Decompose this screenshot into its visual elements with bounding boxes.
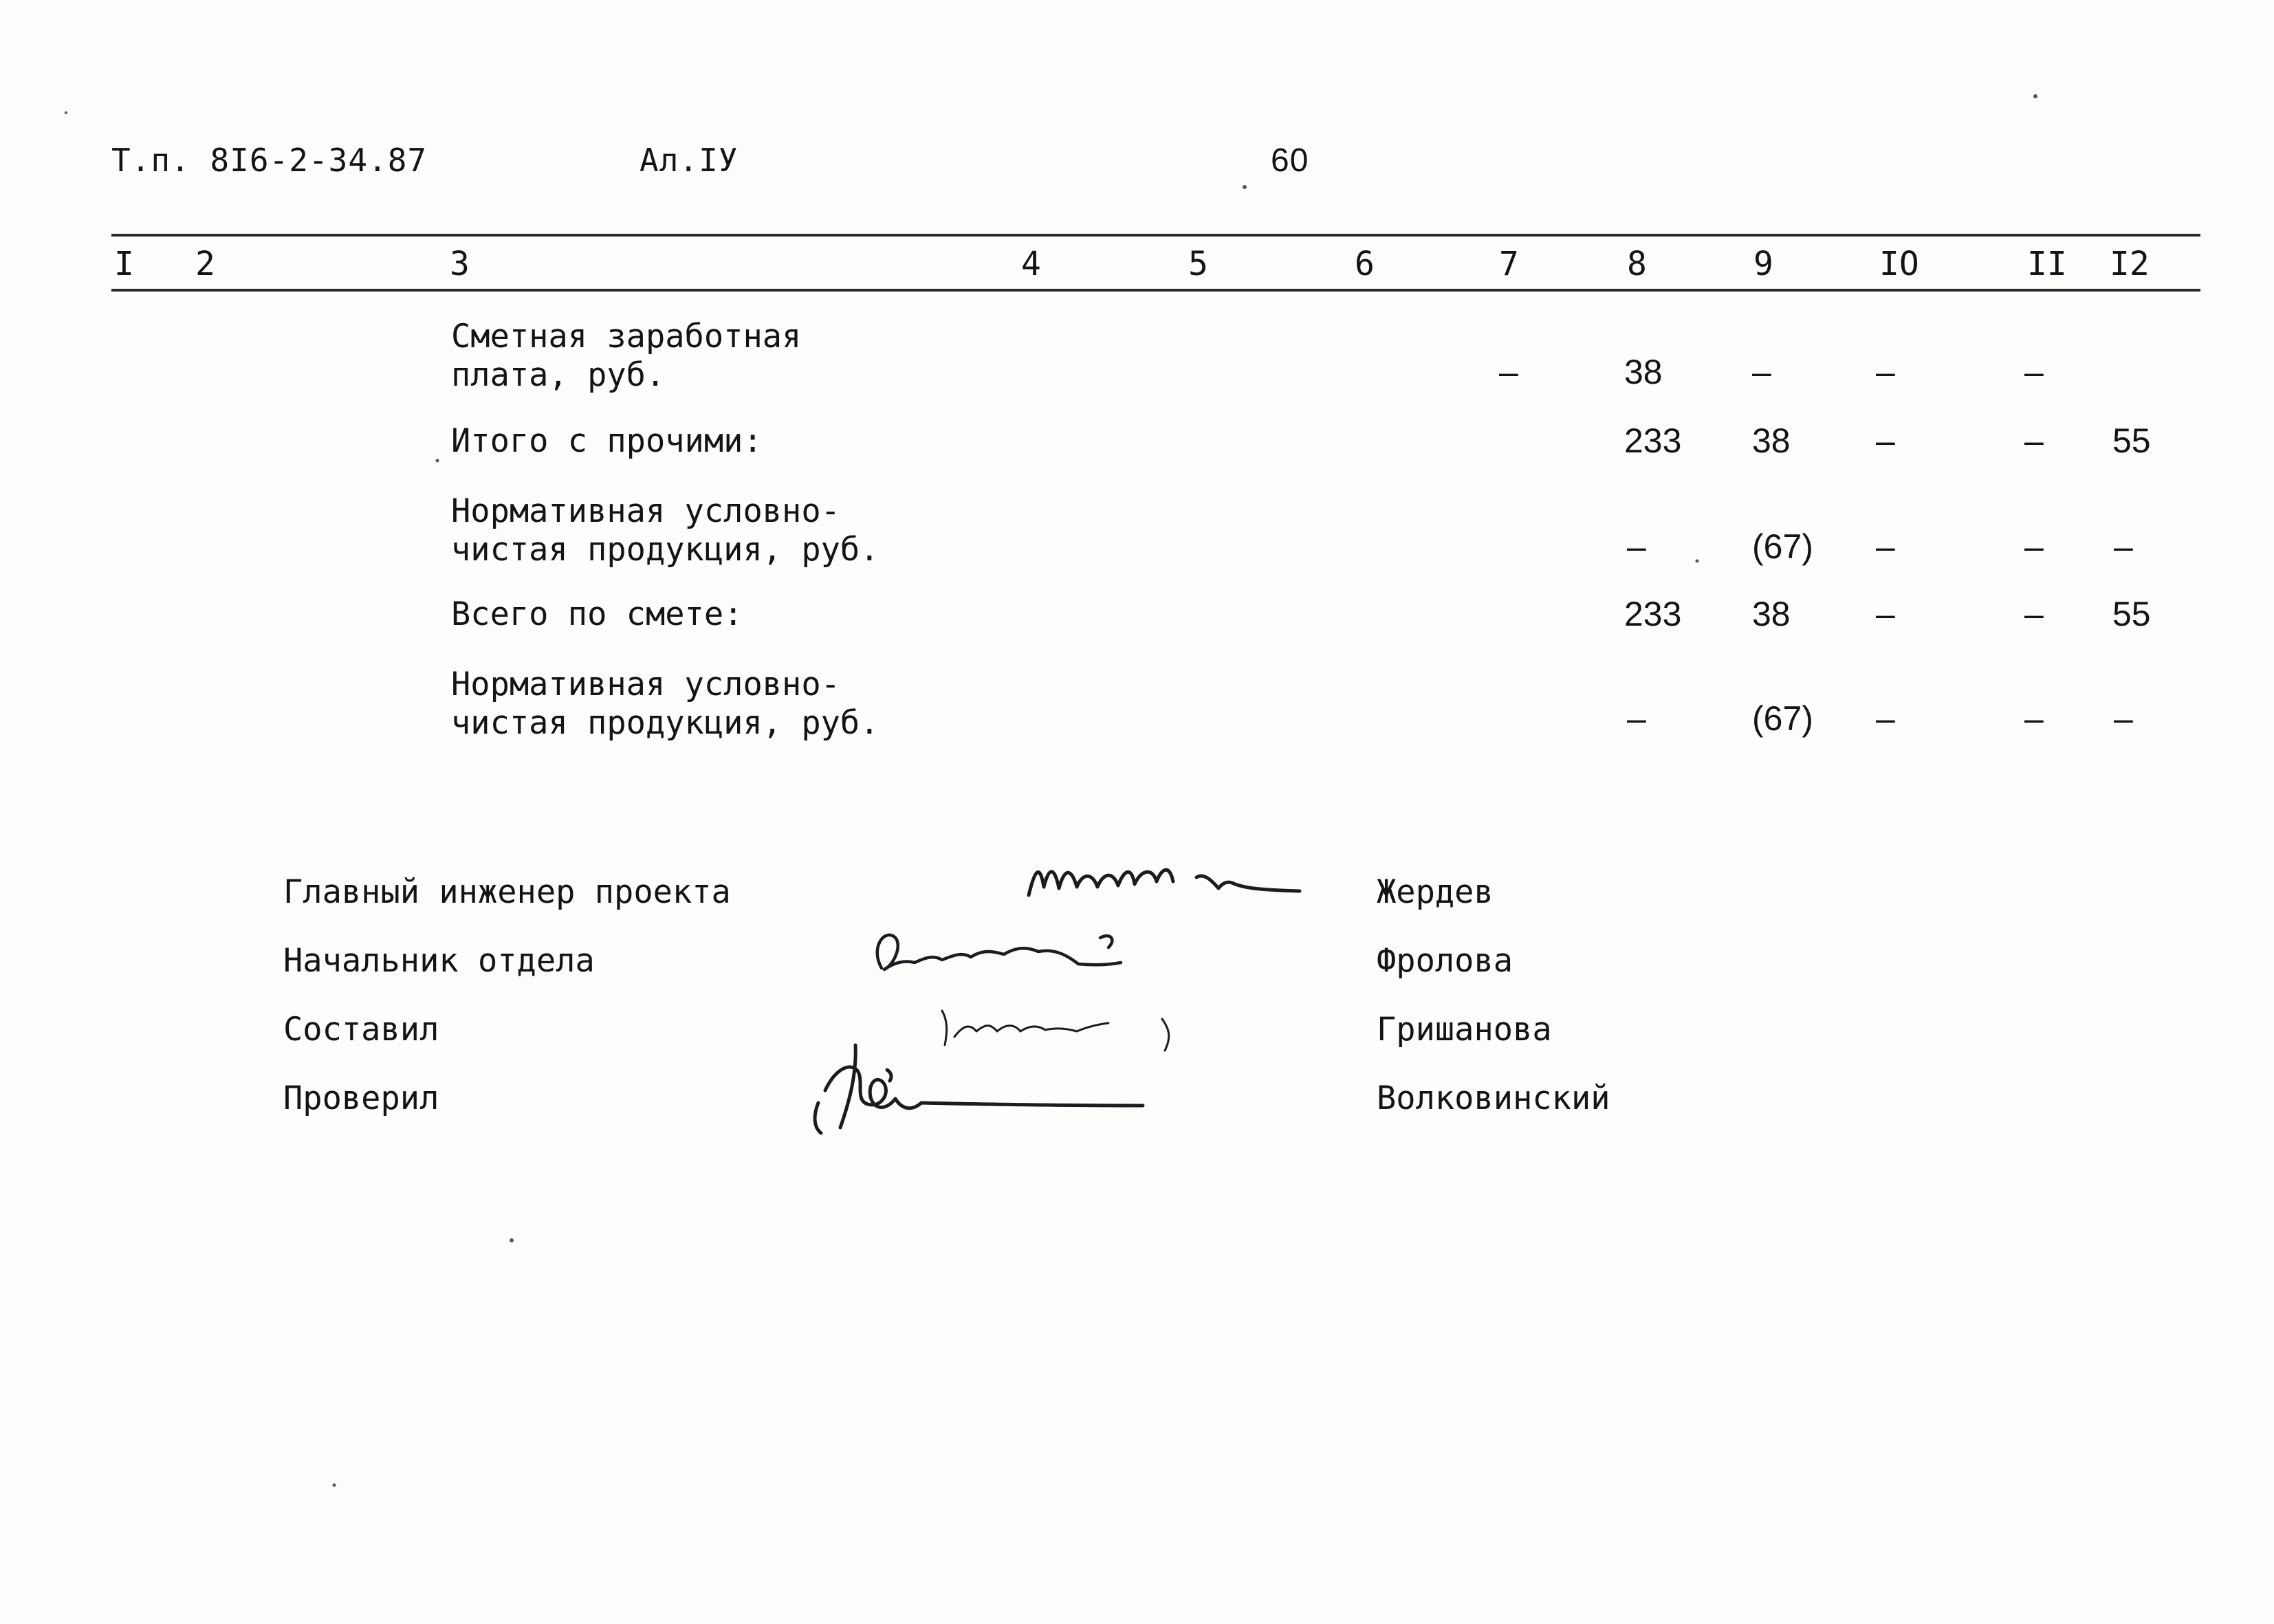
scan-specks [65,94,2037,1487]
row-label: Итого с прочими: [451,422,763,460]
cell-col11: – [2024,353,2044,391]
cell-col8: 233 [1624,595,1682,633]
signature-role: Составил [283,1011,439,1049]
cell-col9: – [1752,353,1771,391]
cell-col10: – [1876,353,1895,391]
document-code: Т.п. 8I6-2-34.87 [111,142,428,179]
cell-col7: – [1499,353,1518,391]
cell-col11: – [2024,527,2044,566]
column-number: 9 [1753,245,1773,283]
row-label: Сметная заработная плата, руб. [451,318,802,394]
column-number: I [114,245,134,283]
cell-col10: – [1876,595,1895,633]
cell-col12: – [2114,699,2133,738]
cell-col8: – [1627,527,1646,566]
page-number: 60 [1271,142,1309,179]
cell-col12: 55 [2112,421,2151,460]
column-number: 3 [450,245,470,283]
column-number: 8 [1627,245,1647,283]
column-number: II [2027,245,2067,283]
signature-chief-engineer [1029,870,1300,895]
signature-compiler [942,1011,1169,1051]
cell-col12: – [2114,527,2133,566]
row-label: Нормативная условно- чистая продукция, руб. [451,666,879,742]
signature-department-head [877,935,1121,969]
signature-name: Фролова [1377,942,1513,980]
signature-role: Начальник отдела [283,942,595,980]
cell-col9: 38 [1752,421,1791,460]
cell-col12: 55 [2112,595,2151,633]
cell-col9: (67) [1752,699,1813,738]
cell-col9: 38 [1752,595,1791,633]
column-number: IO [1879,245,1919,283]
column-number: I2 [2110,245,2150,283]
row-label: Всего по смете: [451,595,743,633]
column-number: 5 [1188,245,1208,283]
signature-role: Проверил [283,1079,439,1117]
cell-col11: – [2024,595,2044,633]
album-number: Ал.IУ [639,142,739,179]
cell-col10: – [1876,699,1895,738]
cell-col10: – [1876,421,1895,460]
column-number: 2 [195,245,215,283]
cell-col11: – [2024,699,2044,738]
signature-name: Волковинский [1377,1079,1610,1117]
column-number: 7 [1499,245,1519,283]
cell-col9: (67) [1752,527,1813,566]
cell-col8: – [1627,699,1646,738]
signature-checker [815,1045,1143,1133]
column-number: 4 [1021,245,1041,283]
signature-name: Гришанова [1377,1011,1552,1049]
column-number: 6 [1355,245,1375,283]
row-label: Нормативная условно- чистая продукция, руб. [451,492,879,569]
cell-col8: 38 [1624,353,1663,391]
signature-role: Главный инженер проекта [283,873,731,911]
cell-col10: – [1876,527,1895,566]
signature-name: Жердев [1377,873,1494,911]
cell-col8: 233 [1624,421,1682,460]
cell-col11: – [2024,421,2044,460]
